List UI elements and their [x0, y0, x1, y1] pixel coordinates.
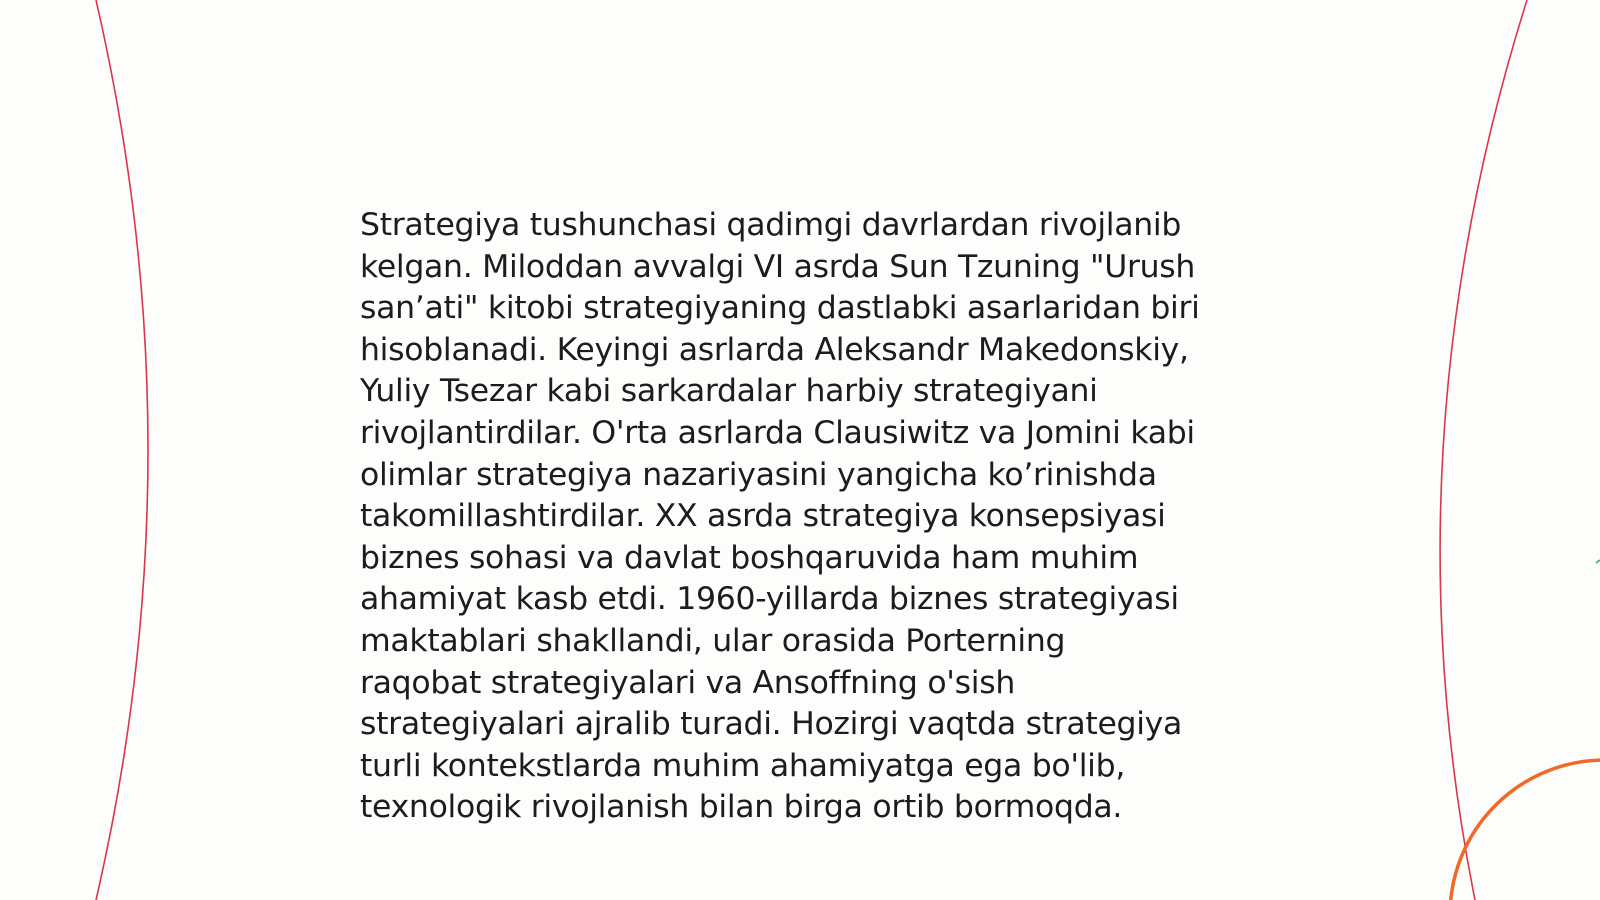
slide-body-text: Strategiya tushunchasi qadimgi davrlardan rivojlanib kelgan. Miloddan avvalgi VI asrda Sun Tzuning "Urush san’ati" kitobi strategiyaning dastlabki asarlaridan biri hisoblanadi. Keyingi asrlarda Aleksandr Makedonskiy, Yuliy Tsezar kabi sarkardalar harbiy strategiyani rivojlantirdilar. O'rta asrlarda Clausiwitz va Jomini kabi olimlar strategiya nazariyasini yangicha ko’rinishda takomillashtirdilar. XX asrda strategiya konsepsiyasi biznes sohasi va davlat boshqaruvida ham muhim ahamiyat kasb etdi. 1960-yillarda biznes strategiyasi maktablari shakllandi, ular orasida Porterning raqobat strategiyalari va Ansoffning o'sish strategiyalari ajralib turadi. Hozirgi vaqtda strategiya turli kontekstlarda muhim ahamiyatga ega bo'lib, texnologik rivojlanish bilan birga ortib bormoqda.: [360, 207, 1200, 826]
right-arc-line: [1440, 0, 1527, 900]
green-accent-mark: [1596, 560, 1600, 563]
left-arc-line: [96, 0, 148, 900]
orange-circle-arc: [1450, 760, 1600, 900]
